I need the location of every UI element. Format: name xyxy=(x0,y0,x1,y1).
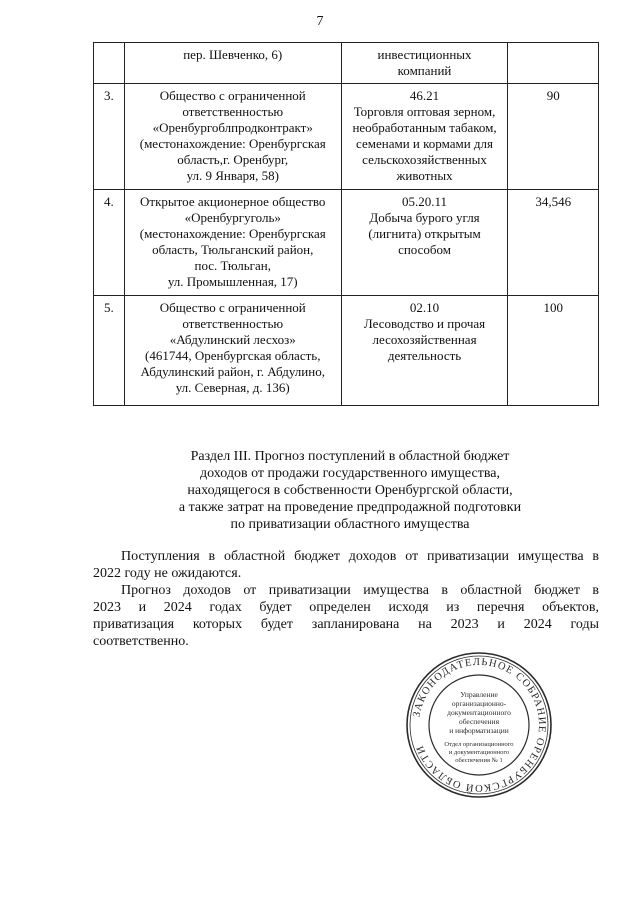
paragraph-line: приватизация которых будет запланирована на 2023 и 2024 годы xyxy=(93,617,599,632)
paragraph-line: соответственно. xyxy=(93,634,189,649)
company-name-line: «Оренбургуголь» xyxy=(184,210,281,225)
table-row xyxy=(94,84,599,190)
okved-line: животных xyxy=(396,168,453,183)
company-name-line: область, Тюльганский район, xyxy=(152,242,314,257)
seal-inner-line: обеспечения xyxy=(458,717,500,726)
okved-activity xyxy=(341,190,508,296)
company-name xyxy=(124,43,341,84)
company-name xyxy=(124,296,341,406)
paragraph-line: 2022 году не ожидаются. xyxy=(93,566,242,581)
section-title xyxy=(100,448,600,533)
section-title-line: по приватизации областного имущества xyxy=(230,517,470,532)
paragraph-line: Прогноз доходов от приватизации имущества в областной бюджет в xyxy=(121,583,599,598)
section-title-line: а также затрат на проведение предпродажной подготовки xyxy=(178,500,522,515)
section-title-line: доходов от продажи государственного имущества, xyxy=(200,466,500,481)
seal-inner-line: и информатизации xyxy=(449,726,509,735)
table-row xyxy=(94,296,599,406)
company-name-line: ул. Промышленная, 17) xyxy=(167,274,298,289)
company-name-line: пос. Тюльган, xyxy=(194,258,271,273)
row-number: 4. xyxy=(94,190,125,296)
okved-line: способом xyxy=(398,242,451,257)
seal-bottom-line: обеспечения № 1 xyxy=(455,757,503,764)
okved-line: Торговля оптовая зерном, xyxy=(353,104,496,119)
paragraph-line: Поступления в областной бюджет доходов от приватизации имущества в xyxy=(121,549,599,564)
okved-line: деятельность xyxy=(387,348,462,363)
paragraph-forecast-2023-2024 xyxy=(93,582,599,650)
page-number: 7 xyxy=(316,14,324,29)
company-name xyxy=(124,190,341,296)
okved-line: лесохозяйственная xyxy=(372,332,477,347)
okved-line: необработанным табаком, xyxy=(352,120,497,135)
okved-line: инвестиционных xyxy=(377,47,472,62)
seal-inner-line: Управление xyxy=(460,690,498,699)
paragraph-line: 2023 и 2024 годах будет определен исходя из перечня объектов, xyxy=(93,600,599,615)
company-name-line: ответственностью xyxy=(182,316,284,331)
okved-activity xyxy=(341,43,508,84)
okved-activity xyxy=(341,296,508,406)
privatization-objects-table xyxy=(93,42,599,406)
section-title-line: Раздел III. Прогноз поступлений в областной бюджет xyxy=(190,449,510,464)
company-name-line: «Оренбургоблпродконтракт» xyxy=(152,120,313,135)
company-name-line: ул. 9 Января, 58) xyxy=(186,168,279,183)
company-name xyxy=(124,84,341,190)
company-name-line: Общество с ограниченной xyxy=(159,88,306,103)
okved-line: (лигнита) открытым xyxy=(368,226,481,241)
okved-line: Добыча бурого угля xyxy=(369,210,480,225)
okved-line: Лесоводство и прочая xyxy=(363,316,486,331)
share-value: 90 xyxy=(508,84,599,190)
okved-line: 02.10 xyxy=(409,300,440,315)
table-row xyxy=(94,43,599,84)
official-seal-stamp xyxy=(404,650,554,800)
company-name-line: область,г. Оренбург, xyxy=(177,152,289,167)
seal-inner-line: документационного xyxy=(447,708,511,717)
seal-bottom-line: и документационного xyxy=(448,749,510,756)
share-value: 34,546 xyxy=(508,190,599,296)
seal-outer-textpath: ЗАКОНОДАТЕЛЬНОЕ СОБРАНИЕ ОРЕНБУРГСКОЙ ОБЛАСТИ xyxy=(411,656,548,794)
seal-bottom-line: Отдел организационного xyxy=(444,741,514,748)
company-name-line: ул. Северная, д. 136) xyxy=(175,380,290,395)
company-name-line: (местонахождение: Оренбургская xyxy=(139,226,326,241)
okved-line: 05.20.11 xyxy=(402,194,448,209)
okved-line: сельскохозяйственных xyxy=(362,152,487,167)
okved-activity xyxy=(341,84,508,190)
company-name-line: пер. Шевченко, 6) xyxy=(183,47,283,62)
company-name-line: (местонахождение: Оренбургская xyxy=(139,136,326,151)
company-name-line: ответственностью xyxy=(182,104,284,119)
okved-line: 46.21 xyxy=(409,88,440,103)
row-number xyxy=(94,43,125,84)
share-value xyxy=(508,43,599,84)
table-row xyxy=(94,190,599,296)
share-value: 100 xyxy=(508,296,599,406)
company-name-line: Общество с ограниченной xyxy=(159,300,306,315)
row-number: 3. xyxy=(94,84,125,190)
seal-inner-line: организационно- xyxy=(451,699,507,708)
okved-line: компаний xyxy=(397,63,452,78)
company-name-line: Абдулинский район, г. Абдулино, xyxy=(140,364,325,379)
company-name-line: «Абдулинский лесхоз» xyxy=(169,332,296,347)
section-title-line: находящегося в собственности Оренбургской области, xyxy=(187,483,513,498)
company-name-line: Открытое акционерное общество xyxy=(140,194,326,209)
okved-line: семенами и кормами для xyxy=(356,136,493,151)
company-name-line: (461744, Оренбургская область, xyxy=(145,348,321,363)
row-number: 5. xyxy=(94,296,125,406)
paragraph-revenue-2022 xyxy=(93,548,599,582)
